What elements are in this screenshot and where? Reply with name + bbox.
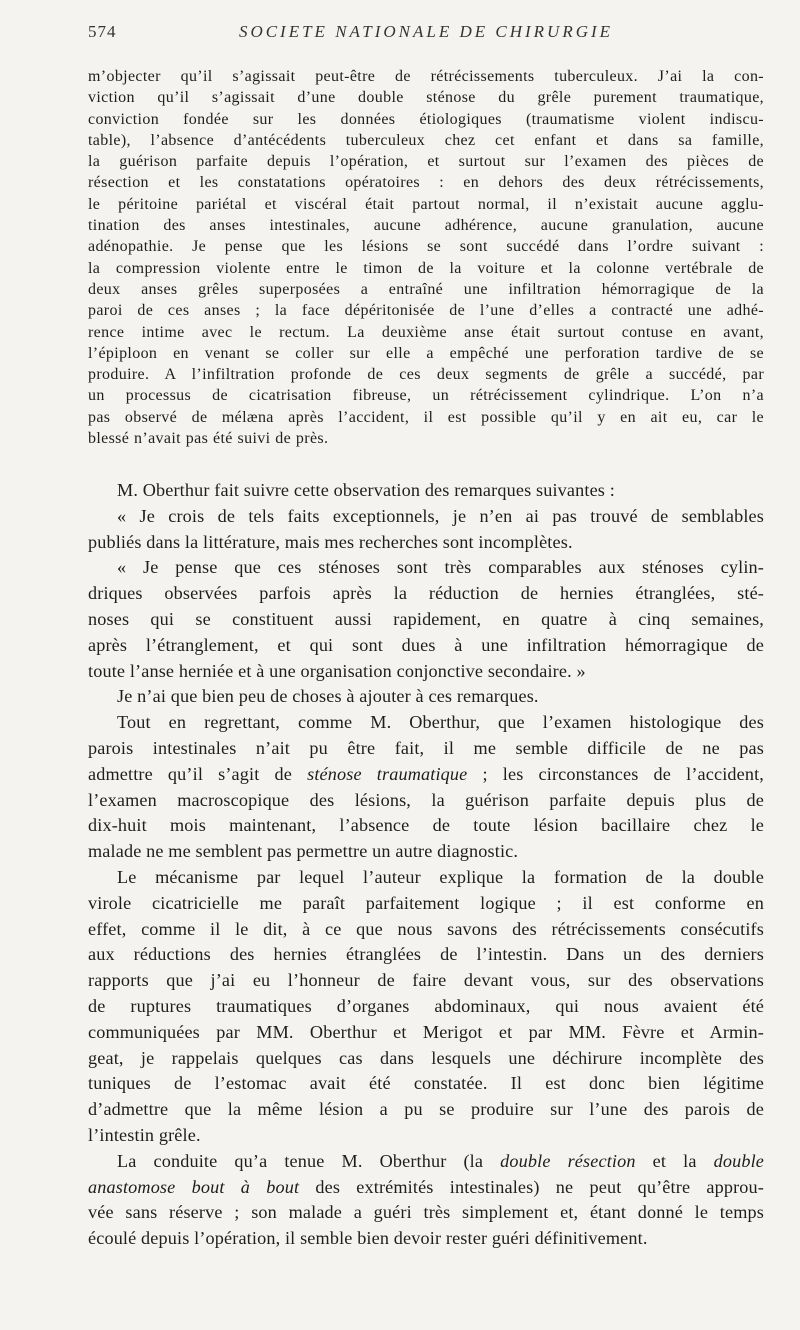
text-line: « Je pense que ces sténoses sont très comparables aux sténoses cylin- <box>117 557 764 578</box>
text-line: communiquées par MM. Oberthur et Merigot et par MM. Fèvre et Armin- <box>88 1021 764 1042</box>
text-line: paroi de ces anses ; la face dépéritonisée de l’une d’elles a contracté une adhé- <box>88 302 764 320</box>
text-line: M. Oberthur fait suivre cette observation des remarques suivantes : <box>117 480 615 500</box>
text-segment: et la <box>635 1150 714 1171</box>
text-line: geat, je rappelais quelques cas dans lesquels une déchirure incomplète des <box>88 1047 764 1068</box>
text-line: l’intestin grêle. <box>88 1124 201 1145</box>
text-line: virole cicatricielle me paraît parfaitement logique ; il est conforme en <box>88 892 764 913</box>
text-line: deux anses grêles superposées a entraîné une infiltration hémorragique de la <box>88 280 764 298</box>
text-line: vée sans réserve ; son malade a guéri très simplement et, étant donné le temps <box>88 1202 764 1223</box>
text-line: la guérison parfaite depuis l’opération, et surtout sur l’examen des pièces de <box>88 153 764 171</box>
text-line: dix-huit mois maintenant, l’absence de toute lésion bacillaire chez le <box>88 815 764 836</box>
text-line <box>88 1175 764 1201</box>
italic-phrase: anastomose bout à bout <box>88 1176 300 1197</box>
text-line: après l’étranglement, et qui sont dues à une infiltration hémorragique de <box>88 634 764 655</box>
text-line: rapports que j’ai eu l’honneur de faire devant vous, sur des observations <box>88 970 764 991</box>
text-line: publiés dans la littérature, mais mes recherches sont incomplètes. <box>88 531 573 552</box>
text-line: aux réductions des hernies étranglées de l’intestin. Dans un des derniers <box>88 944 764 965</box>
text-segment: admettre qu’il s’agit de <box>88 763 308 784</box>
text-line: m’objecter qu’il s’agissait peut-être de rétrécissements tuberculeux. J’ai la con- <box>88 68 764 85</box>
text-line: un processus de cicatrisation fibreuse, un rétrécissement cylindrique. L’on n’a <box>88 387 764 405</box>
text-line: malade ne me semblent pas permettre un autre diagnostic. <box>88 841 519 862</box>
italic-phrase: double <box>713 1150 764 1171</box>
text-line: tuniques de l’estomac avait été constatée. Il est donc bien légitime <box>88 1073 764 1094</box>
text-line: blessé n’avait pas été suivi de près. <box>88 430 329 448</box>
text-line <box>88 762 764 788</box>
text-segment: ; les circonstances de l’accident, <box>467 763 765 784</box>
text-line: rence intime avec le rectum. La deuxième anse était surtout contuse en avant, <box>88 323 764 341</box>
text-line: Le mécanisme par lequel l’auteur explique la formation de la double <box>117 866 764 887</box>
observation-paragraph <box>88 66 764 449</box>
text-line: noses qui se constituent aussi rapidement, en quatre à cinq semaines, <box>88 608 764 629</box>
running-head <box>88 22 764 44</box>
text-line: de ruptures traumatiques d’organes abdominaux, qui nous avaient été <box>88 995 764 1016</box>
text-line: d’admettre que la même lésion a pu se produire sur l’une des parois de <box>88 1099 764 1120</box>
text-line: effet, comme il le dit, à ce que nous savons des rétrécissements consécutifs <box>88 918 764 939</box>
text-line: Tout en regrettant, comme M. Oberthur, que l’examen histologique des <box>117 712 764 733</box>
running-title: SOCIETE NATIONALE DE CHIRURGIE <box>238 22 614 41</box>
text-line: produire. A l’infiltration profonde de ces deux segments de grêle a succédé, par <box>88 366 764 384</box>
text-line: toute l’anse herniée et à une organisation conjonctive secondaire. » <box>88 660 586 681</box>
remarks-section <box>88 478 764 1252</box>
text-line: écoulé depuis l’opération, il semble bien devoir rester guéri définitivement. <box>88 1228 648 1249</box>
text-line: l’examen macroscopique des lésions, la guérison parfaite depuis plus de <box>88 789 764 810</box>
text-line: tination des anses intestinales, aucune adhérence, aucune granulation, aucune <box>88 217 764 235</box>
text-line: Je n’ai que bien peu de choses à ajouter à ces remarques. <box>117 686 539 707</box>
text-line: viction qu’il s’agissait d’une double sténose du grêle purement traumatique, <box>88 89 764 107</box>
text-line: la compression violente entre le timon de la voiture et la colonne vertébrale de <box>88 259 764 277</box>
text-line: parois intestinales n’ait pu être fait, il me semble difficile de ne pas <box>88 737 764 758</box>
text-line: driques observées parfois après la réduction de hernies étranglées, sté- <box>88 583 764 604</box>
text-line: l’épiploon en venant se coller sur elle a empêché une perforation tardive de se <box>88 344 764 362</box>
text-segment: des extrémités intestinales) ne peut qu’être approu- <box>299 1176 764 1197</box>
text-line: le péritoine pariétal et viscéral était partout normal, il n’existait aucune agglu- <box>88 195 764 213</box>
italic-phrase: sténose traumatique <box>307 763 468 784</box>
italic-phrase: double résection <box>500 1150 636 1171</box>
text-line: adénopathie. Je pense que les lésions se sont succédé dans l’ordre suivant : <box>88 238 764 256</box>
text-line: table), l’absence d’antécédents tuberculeux chez cet enfant et dans sa famille, <box>88 131 764 149</box>
text-line <box>88 1149 764 1175</box>
text-segment: La conduite qu’a tenue M. Oberthur (la <box>117 1150 501 1171</box>
text-line: pas observé de mélæna après l’accident, il est possible qu’il y en ait eu, car le <box>88 408 764 426</box>
text-line: résection et les constatations opératoires : en dehors des deux rétrécissements, <box>88 174 764 192</box>
text-line: « Je crois de tels faits exceptionnels, je n’en ai pas trouvé de semblables <box>117 505 764 526</box>
page-number: 574 <box>88 22 117 41</box>
text-line: conviction fondée sur les données étiologiques (traumatisme violent indiscu- <box>88 110 764 128</box>
